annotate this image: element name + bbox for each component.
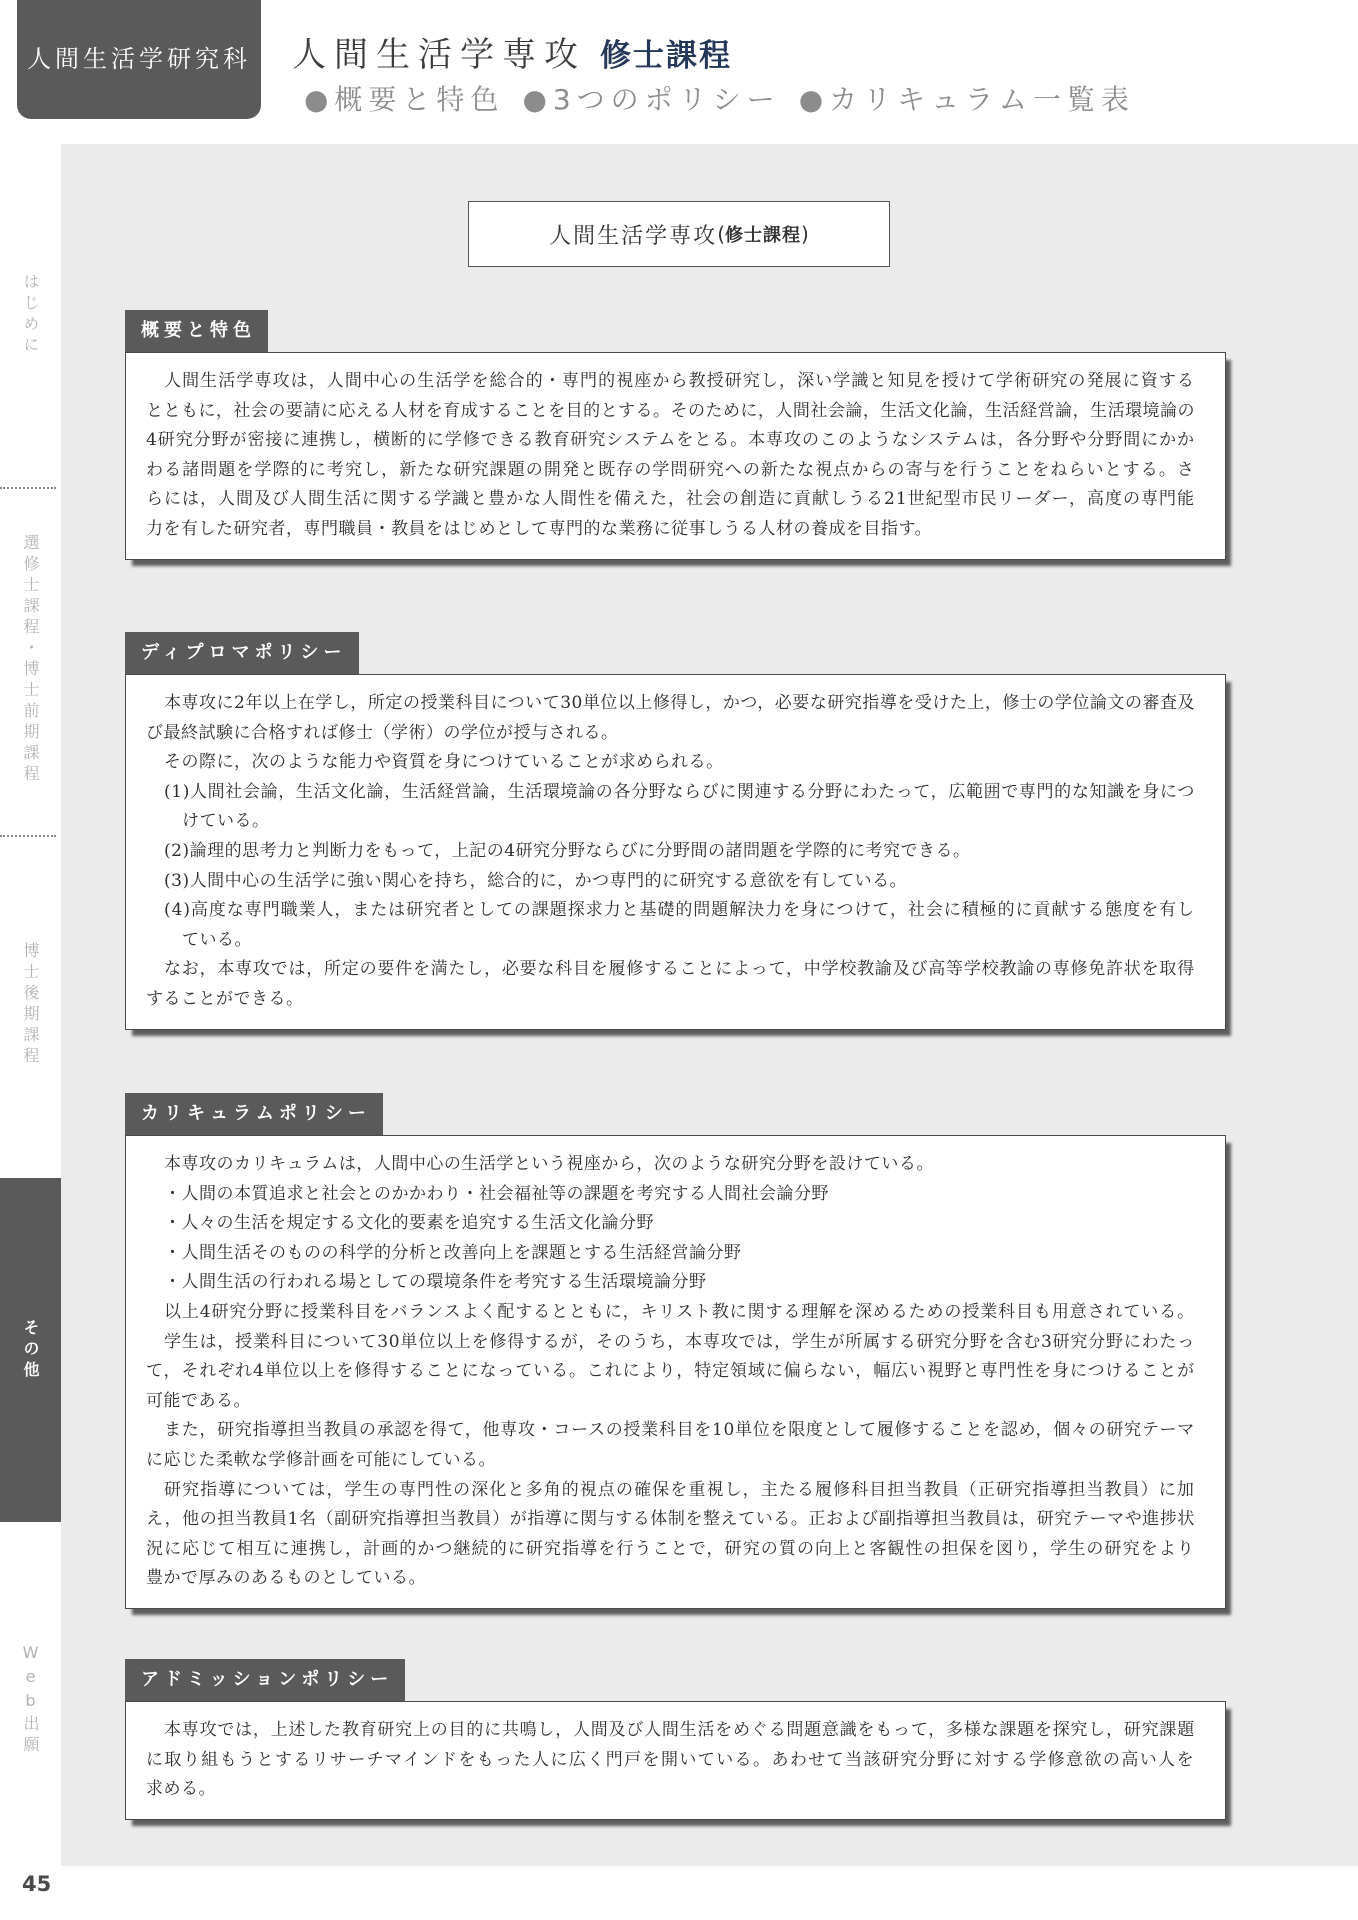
section-nav [304,80,1153,120]
curriculum-policy-text-line: 可能である。 [146,1390,251,1411]
overview-text-line: とともに，社会の要請に応える人材を育成することを目的とする。そのために，人間社会論，生活文化論，生活経営論，生活環境論の [146,400,1195,421]
overview-section [125,310,1226,560]
side-index-label: Web出願 [21,1643,40,1757]
diploma-policy-text-line: び最終試験に合格すれば修士（学術）の学位が授与される。 [146,722,619,743]
overview-text-line: 4研究分野が密接に連携し，横断的に学修できる教育研究システムをとる。本専攻のこのようなシステムは，各分野や分野間にかか [146,430,1195,451]
curriculum-policy-section [125,1093,1226,1609]
nav-link-curriculum-list[interactable]: ●カリキュラム一覧表 [798,83,1135,116]
curriculum-policy-text-line: 以上4研究分野に授業科目をバランスよく配するとともに，キリスト教に関する理解を深めるための授業科目も用意されている。 [164,1301,1195,1322]
curriculum-policy-text-line: 研究指導については，学生の専門性の深化と多角的視点の確保を重視し，主たる履修科目担当教員（正研究指導担当教員）に加 [164,1479,1195,1500]
diploma-policy-item-line: ている。 [182,929,252,950]
paren-open: ( [717,222,725,246]
diploma-policy-heading: ディプロマポリシー [125,632,359,674]
program-degree: 修士課程 [725,225,801,246]
curriculum-policy-text-line: 況に応じて相互に連携し，計画的かつ継続的に研究指導を行うことで，研究の質の向上と客観性の担保を図り，学生の研究をより [146,1538,1195,1559]
curriculum-policy-text-line: に応じた柔軟な学修計画を可能にしている。 [146,1449,496,1470]
curriculum-policy-bullet-line: ・人間生活の行われる場としての環境条件を考究する生活環境論分野 [164,1272,707,1293]
diploma-policy-text-line: 本専攻に2年以上在学し，所定の授業科目について30単位以上修得し，かつ，必要な研究指導を受けた上，修士の学位論文の審査及 [164,693,1195,713]
diploma-policy-text-line: することができる。 [146,988,304,1009]
program-title: 人間生活学専攻 [292,35,586,75]
side-index-intro[interactable] [0,255,61,375]
diploma-policy-text-line: なお，本専攻では，所定の要件を満たし，必要な科目を履修することによって，中学校教諭及び高等学校教諭の専修免許状を取得 [164,959,1195,980]
side-index-master-course[interactable] [0,500,61,820]
overview-text-line: 人間生活学専攻は，人間中心の生活学を総合的・専門的視座から教授研究し，深い学識と知見を授けて学術研究の発展に資する [164,371,1195,391]
program-name: 人間生活学専攻 [549,223,718,249]
admission-policy-body [125,1701,1226,1820]
curriculum-policy-text-line: て，それぞれ4単位以上を修得することになっている。これにより，特定領域に偏らない，幅広い視野と専門性を身につけることが [146,1361,1195,1382]
program-name-box [468,201,890,267]
side-index-label: はじめに [21,273,40,357]
curriculum-policy-bullet-line: ・人間生活そのものの科学的分析と改善向上を課題とする生活経営論分野 [164,1242,742,1263]
nav-link-three-policies[interactable]: ●3つのポリシー [522,83,781,116]
side-index-divider [0,835,56,837]
curriculum-policy-text-line: 豊かで厚みのあるものとしている。 [146,1568,426,1589]
admission-policy-heading: アドミッションポリシー [125,1659,405,1701]
side-index-divider [0,487,56,489]
curriculum-policy-heading: カリキュラムポリシー [125,1093,383,1135]
overview-body [125,352,1226,560]
page-number: 45 [22,1872,52,1896]
admission-policy-text-line: 本専攻では，上述した教育研究上の目的に共鳴し，人間及び人間生活をめぐる問題意識をもって，多様な課題を探究し，研究課題 [164,1720,1195,1740]
curriculum-policy-text-line: また，研究指導担当教員の承認を得て，他専攻・コースの授業科目を10単位を限度として履修することを認め，個々の研究テーマ [164,1420,1195,1441]
side-index-label: その他 [21,1318,40,1382]
diploma-policy-body [125,674,1226,1030]
admission-policy-text-line: に取り組もうとするリサーチマインドをもった人に広く門戸を開いている。あわせて当該研究分野に対する学修意欲の高い人を [146,1749,1195,1770]
admission-policy-text-line: 求める。 [146,1779,216,1800]
curriculum-policy-text-line: 学生は，授業科目について30単位以上を修得するが，そのうち，本専攻では，学生が所属する研究分野を含む3研究分野にわたっ [164,1331,1195,1352]
overview-text-line: わる諸問題を学際的に考究し，新たな研究課題の開発と既存の学問研究への新たな視点からの寄与を行うことをねらいとする。さ [146,459,1195,480]
diploma-policy-item-line: けている。 [182,811,270,832]
side-index-doctoral-course[interactable] [0,900,61,1110]
overview-heading: 概要と特色 [125,310,268,352]
curriculum-policy-text-line: 本専攻のカリキュラムは，人間中心の生活学という視座から，次のような研究分野を設けている。 [164,1154,934,1174]
diploma-policy-item-line: (1)人間社会論，生活文化論，生活経営論，生活環境論の各分野ならびに関連する分野にわたって，広範囲で専門的な知識を身につ [164,781,1195,802]
side-index-label: 選修士課程・博士前期課程 [21,534,40,786]
diploma-policy-section [125,632,1226,1030]
overview-text-line: 力を有した研究者，専門職員・教員をはじめとして専門的な業務に従事しうる人材の養成を目指す。 [146,518,933,539]
degree-title: 修士課程 [600,38,732,74]
nav-link-overview[interactable]: ●概要と特色 [304,83,505,116]
page-title [292,30,732,80]
diploma-policy-item-line: (2)論理的思考力と判断力をもって，上記の4研究分野ならびに分野間の諸問題を学際的に考究できる。 [164,840,971,861]
curriculum-policy-text-line: え，他の担当教員1名（副研究指導担当教員）が指導に関与する体制を整えている。正および副指導担当教員は，研究テーマや進捗状 [146,1509,1195,1530]
diploma-policy-item-line: (3)人間中心の生活学に強い関心を持ち，総合的に，かつ専門的に研究する意欲を有している。 [164,870,908,891]
admission-policy-section [125,1659,1226,1820]
curriculum-policy-bullet-line: ・人々の生活を規定する文化的要素を追究する生活文化論分野 [164,1213,654,1234]
diploma-policy-item-line: (4)高度な専門職業人，または研究者としての課題探求力と基礎的問題解決力を身につけて，社会に積極的に貢献する態度を有し [164,900,1195,921]
side-index-other[interactable] [0,1178,61,1522]
curriculum-policy-bullet-line: ・人間の本質追求と社会とのかかわり・社会福祉等の課題を考究する人間社会論分野 [164,1183,829,1204]
graduate-school-tab: 人間生活学研究科 [17,0,261,119]
side-index-web-application[interactable] [0,1600,61,1800]
overview-text-line: らには，人間及び人間生活に関する学識と豊かな人間性を備えた，社会の創造に貢献しうる21世紀型市民リーダー，高度の専門能 [146,489,1195,510]
paren-close: ) [801,222,809,246]
diploma-policy-text-line: その際に，次のような能力や資質を身につけていることが求められる。 [164,752,724,773]
side-index-label: 博士後期課程 [21,942,40,1068]
curriculum-policy-body [125,1135,1226,1609]
